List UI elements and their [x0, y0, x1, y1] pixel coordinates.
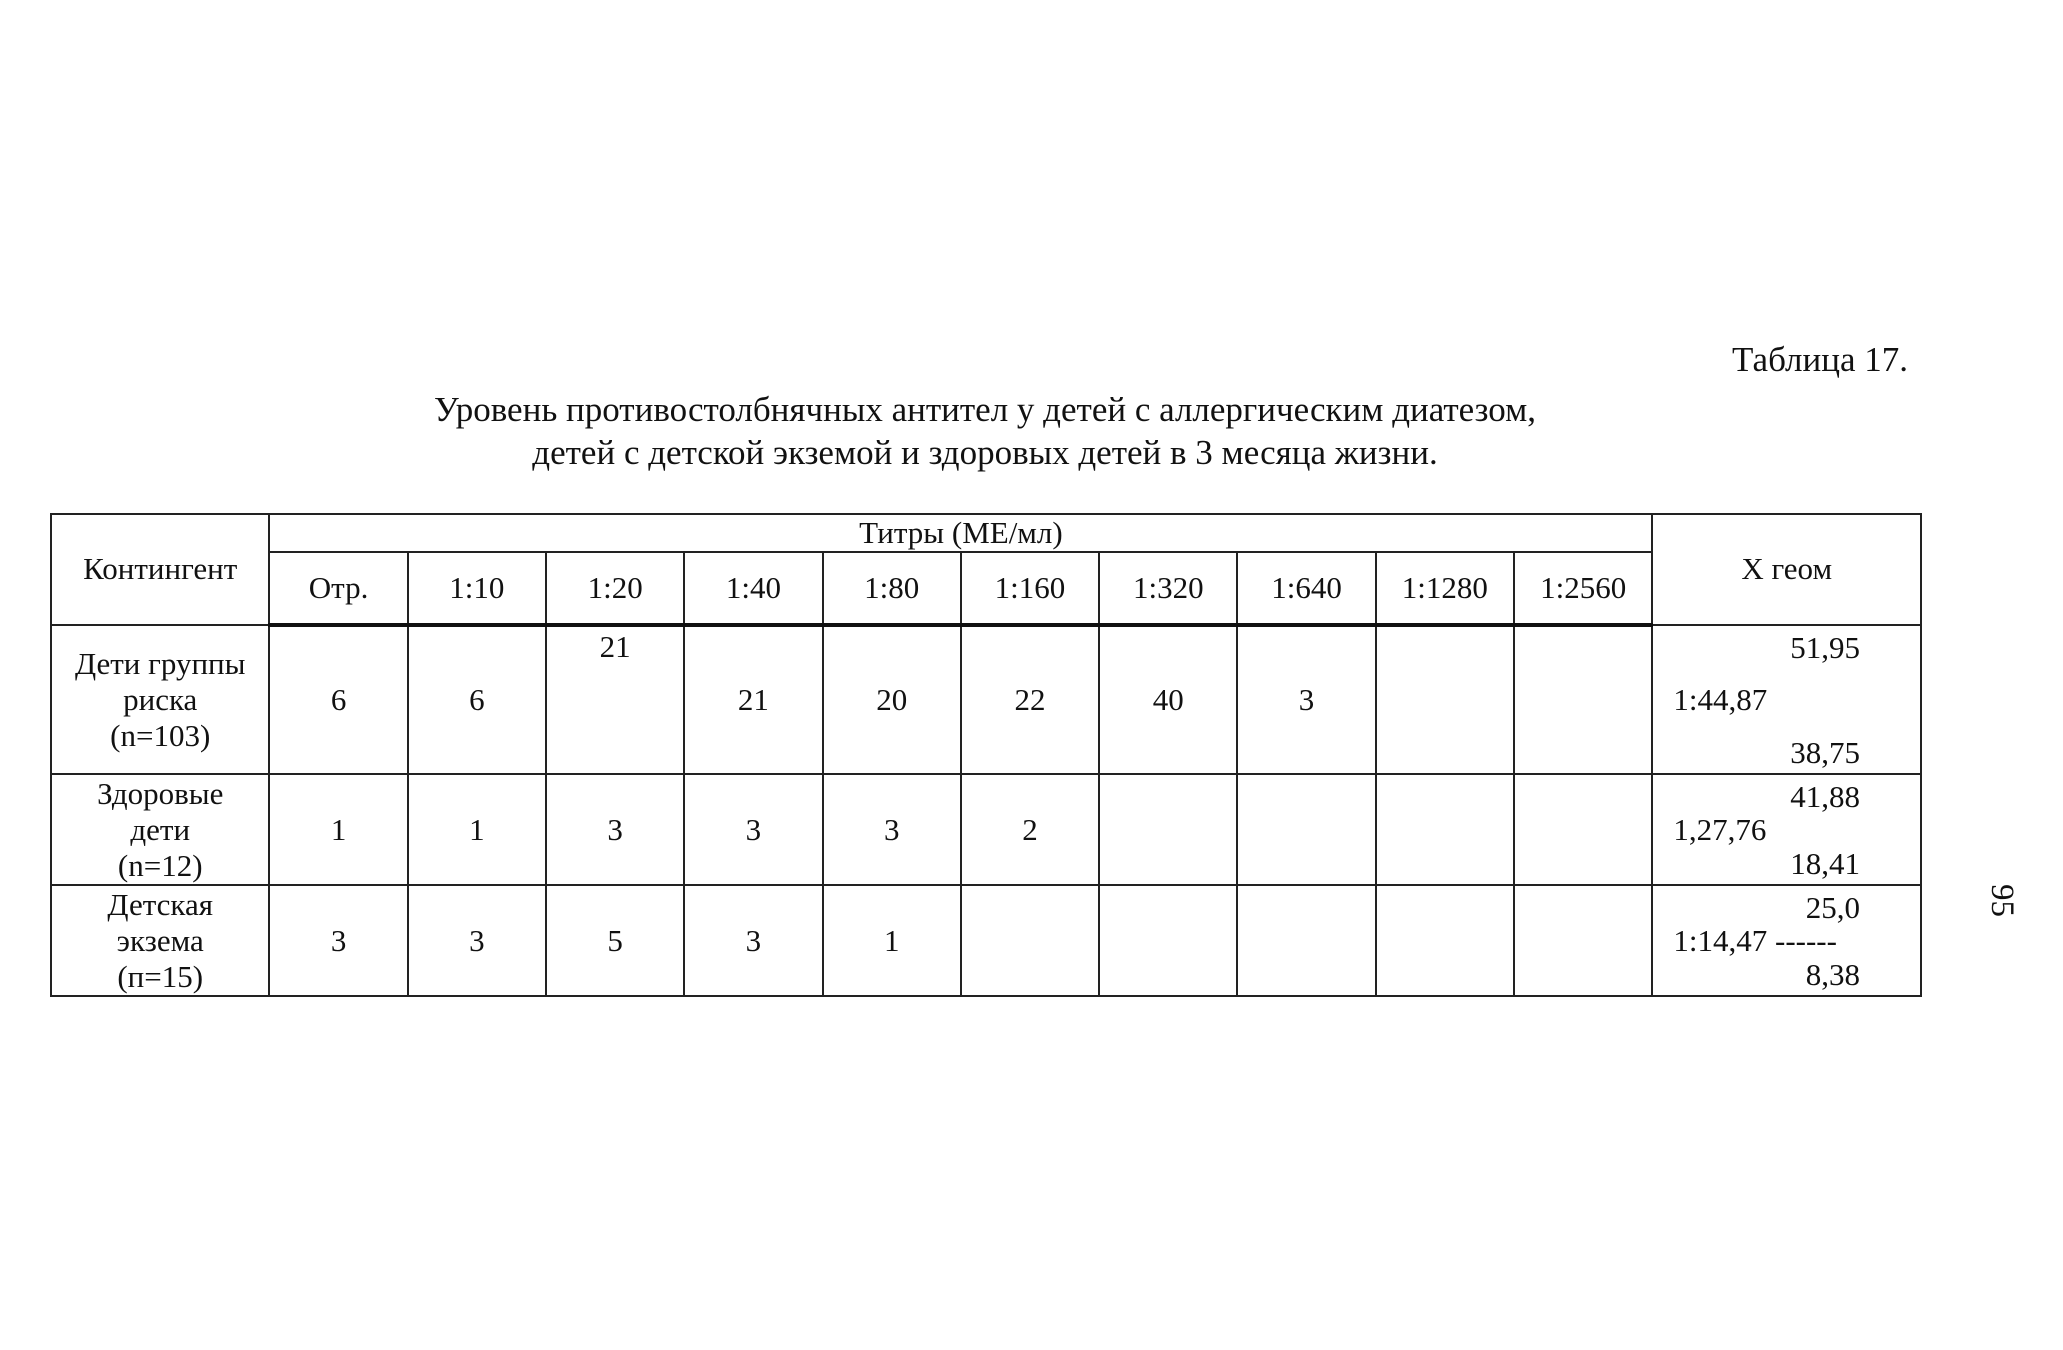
titer-header: 1:1280	[1376, 552, 1514, 625]
table-label: Таблица 17.	[1732, 340, 1908, 379]
value-cell: 22	[961, 625, 1099, 774]
titer-header: 1:640	[1237, 552, 1375, 625]
value-cell: 21	[546, 625, 684, 774]
title-line-2: детей с детской экземой и здоровых детей в 3 месяца жизни.	[532, 433, 1438, 472]
contingent-cell: Дети группы риска (n=103)	[51, 625, 269, 774]
value-cell	[961, 885, 1099, 996]
contingent-cell: Здоровые дети (n=12)	[51, 774, 269, 885]
geo-lower: 38,75	[1790, 735, 1860, 771]
value-cell	[1514, 885, 1652, 996]
value-cell: 21	[684, 625, 822, 774]
titer-header: 1:40	[684, 552, 822, 625]
antibody-table	[50, 513, 1922, 997]
value-cell: 6	[408, 625, 546, 774]
titer-header: 1:2560	[1514, 552, 1652, 625]
value-cell	[1514, 774, 1652, 885]
header-contingent: Контингент	[51, 514, 269, 625]
geo-cell	[1652, 774, 1921, 885]
geo-lower: 8,38	[1805, 957, 1860, 992]
value-cell: 3	[1237, 625, 1375, 774]
geo-cell	[1652, 625, 1921, 774]
value-cell: 1	[269, 774, 407, 885]
value-cell	[1376, 625, 1514, 774]
geo-upper: 51,95	[1790, 629, 1860, 665]
geo-lower: 18,41	[1790, 846, 1860, 882]
value-cell: 2	[961, 774, 1099, 885]
value-cell: 1	[823, 885, 961, 996]
value-cell: 6	[269, 625, 407, 774]
value-cell: 3	[269, 885, 407, 996]
geo-upper: 25,0	[1805, 890, 1860, 926]
titer-header: 1:10	[408, 552, 546, 625]
value-cell	[1376, 774, 1514, 885]
geo-mid: 1:14,47 ------	[1673, 922, 1837, 958]
value-cell: 3	[546, 774, 684, 885]
page-number: 95	[1984, 884, 2020, 917]
value-cell	[1514, 625, 1652, 774]
value-cell	[1099, 885, 1237, 996]
header-geo: Х геом	[1652, 514, 1921, 625]
table-row	[51, 774, 1921, 885]
titer-header: 1:20	[546, 552, 684, 625]
value-cell: 1	[408, 774, 546, 885]
value-cell: 40	[1099, 625, 1237, 774]
value-cell: 20	[823, 625, 961, 774]
table-title	[0, 388, 1970, 474]
geo-upper: 41,88	[1790, 779, 1860, 815]
titer-header: 1:320	[1099, 552, 1237, 625]
header-titers: Титры (МЕ/мл)	[269, 514, 1652, 552]
contingent-cell: Детская экзема (п=15)	[51, 885, 269, 996]
titer-header: 1:80	[823, 552, 961, 625]
value-cell: 3	[408, 885, 546, 996]
table-row	[51, 625, 1921, 774]
titer-header: Отр.	[269, 552, 407, 625]
value-cell: 3	[823, 774, 961, 885]
geo-cell	[1652, 885, 1921, 996]
value-cell	[1099, 774, 1237, 885]
value-cell: 3	[684, 774, 822, 885]
geo-mid: 1:44,87	[1673, 681, 1768, 717]
value-cell: 3	[684, 885, 822, 996]
title-line-1: Уровень противостолбнячных антител у детей с аллергическим диатезом,	[434, 390, 1536, 429]
value-cell: 5	[546, 885, 684, 996]
value-cell	[1237, 885, 1375, 996]
value-cell	[1237, 774, 1375, 885]
value-cell	[1376, 885, 1514, 996]
geo-mid: 1,27,76	[1673, 811, 1767, 847]
titer-header: 1:160	[961, 552, 1099, 625]
table-row	[51, 885, 1921, 996]
